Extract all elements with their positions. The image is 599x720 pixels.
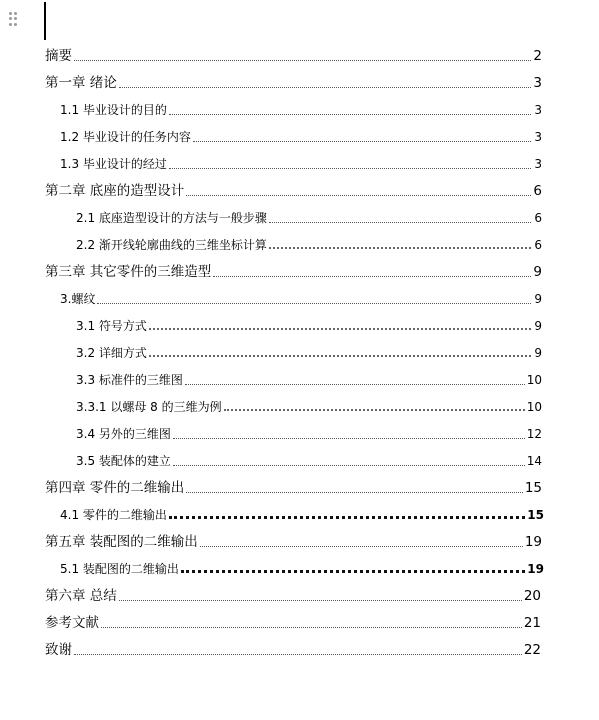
toc-entry-title: 3.5 装配体的建立 — [76, 454, 171, 468]
toc-page-number: 2 — [533, 48, 542, 64]
toc-entry-title: 4.1 零件的二维输出 — [60, 508, 167, 522]
toc-dot-leader — [74, 60, 531, 61]
toc-entry[interactable] — [0, 287, 599, 307]
toc-entry-title: 第一章 绪论 — [45, 75, 117, 91]
toc-page-number: 14 — [526, 454, 542, 468]
toc-entry-title: 3.4 另外的三维图 — [76, 427, 171, 441]
toc-dot-leader — [269, 222, 531, 223]
toc-entry-title: 3.1 符号方式 — [76, 319, 147, 333]
toc-dot-leader — [173, 438, 525, 439]
toc-dot-leader — [213, 276, 531, 277]
toc-page-number: 10 — [526, 400, 542, 414]
toc-page-number: 15 — [527, 508, 544, 522]
toc-page-number: 3 — [534, 130, 542, 144]
toc-entry-title: 5.1 装配图的二维输出 — [60, 562, 179, 576]
toc-dot-leader — [74, 654, 522, 655]
toc-entry-title: 参考文献 — [45, 615, 99, 631]
toc-page-number: 3 — [533, 75, 542, 91]
toc-page-number: 10 — [526, 373, 542, 387]
toc-dot-leader — [97, 303, 531, 304]
toc-entry-title: 2.1 底座造型设计的方法与一般步骤 — [76, 211, 267, 225]
toc-entry-title: 3.3.1 以螺母 8 的三维为例 — [76, 400, 222, 414]
toc-entry[interactable] — [0, 449, 599, 469]
toc-page-number: 6 — [534, 238, 542, 252]
toc-entry[interactable] — [0, 152, 599, 172]
toc-entry[interactable] — [0, 44, 599, 64]
toc-page-number: 9 — [534, 346, 542, 360]
toc-entry[interactable] — [0, 611, 599, 631]
toc-entry-title: 第四章 零件的二维输出 — [45, 480, 185, 496]
toc-entry-title: 第三章 其它零件的三维造型 — [45, 264, 212, 280]
toc-dot-leader — [169, 114, 531, 115]
toc-entry-title: 第五章 装配图的二维输出 — [45, 534, 198, 550]
toc-page-number: 15 — [524, 480, 542, 496]
toc-dot-leader — [224, 409, 525, 411]
toc-page-number: 9 — [534, 319, 542, 333]
toc-entry-title: 第六章 总结 — [45, 588, 117, 604]
toc-entry[interactable] — [0, 395, 599, 415]
toc-page-number: 6 — [534, 211, 542, 225]
toc-dot-leader — [269, 247, 531, 249]
toc-dot-leader — [200, 546, 523, 547]
toc-page-number: 19 — [524, 534, 542, 550]
toc-dot-leader — [169, 516, 525, 519]
toc-dot-leader — [193, 141, 531, 142]
toc-dot-leader — [119, 87, 531, 88]
toc-entry[interactable] — [0, 233, 599, 253]
toc-entry-title: 1.3 毕业设计的经过 — [60, 157, 167, 171]
toc-dot-leader — [169, 168, 531, 169]
toc-dot-leader — [149, 328, 531, 330]
toc-page-number: 3 — [534, 157, 542, 171]
toc-dot-leader — [119, 600, 522, 601]
toc-dot-leader — [185, 384, 525, 385]
toc-entry[interactable] — [0, 125, 599, 145]
toc-entry[interactable] — [0, 260, 599, 280]
toc-entry[interactable] — [0, 557, 599, 577]
toc-entry[interactable] — [0, 71, 599, 91]
toc-dot-leader — [101, 627, 522, 628]
toc-entry[interactable] — [0, 179, 599, 199]
toc-page-number: 3 — [534, 103, 542, 117]
toc-page-number: 19 — [527, 562, 544, 576]
toc-entry-title: 1.1 毕业设计的目的 — [60, 103, 167, 117]
toc-entry[interactable] — [0, 368, 599, 388]
toc-entry[interactable] — [0, 638, 599, 658]
toc-dot-leader — [186, 492, 523, 493]
toc-entry-title: 3.螺纹 — [60, 292, 96, 306]
toc-entry-title: 致谢 — [45, 642, 72, 658]
toc-entry[interactable] — [0, 476, 599, 496]
toc-dot-leader — [149, 355, 531, 357]
toc-page-number: 22 — [523, 642, 541, 658]
toc-entry[interactable] — [0, 98, 599, 118]
toc-dot-leader — [186, 195, 531, 196]
toc-entry-title: 3.2 详细方式 — [76, 346, 147, 360]
toc-entry-title: 2.2 渐开线轮廓曲线的三维坐标计算 — [76, 238, 267, 252]
toc-entry-title: 第二章 底座的造型设计 — [45, 183, 185, 199]
toc-page-number: 6 — [533, 183, 542, 199]
toc-page-number: 21 — [523, 615, 541, 631]
toc-entry[interactable] — [0, 422, 599, 442]
toc-page-number: 12 — [526, 427, 542, 441]
toc-entry[interactable] — [0, 584, 599, 604]
toc-page-number: 9 — [534, 292, 542, 306]
toc-entry-title: 3.3 标准件的三维图 — [76, 373, 183, 387]
toc-dot-leader — [173, 465, 525, 466]
toc-entry[interactable] — [0, 503, 599, 523]
toc-entry[interactable] — [0, 206, 599, 226]
toc-page-number: 20 — [523, 588, 541, 604]
toc-entry[interactable] — [0, 530, 599, 550]
toc-page-number: 9 — [533, 264, 542, 280]
toc-entry[interactable] — [0, 314, 599, 334]
toc-dot-leader — [181, 570, 525, 573]
toc-entry-title: 摘要 — [45, 48, 72, 64]
toc-entry-title: 1.2 毕业设计的任务内容 — [60, 130, 191, 144]
toc-entry[interactable] — [0, 341, 599, 361]
